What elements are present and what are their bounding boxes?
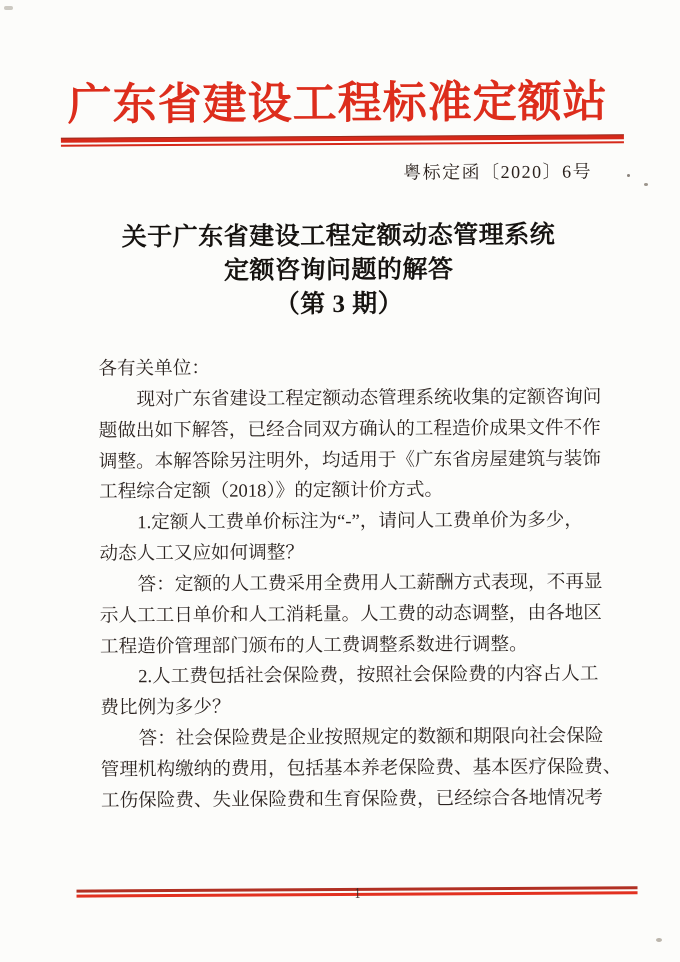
document-title — [0, 218, 679, 324]
body-line: 工程造价管理部门颁布的人工费调整系数进行调整。 — [99, 633, 528, 658]
body-line: 工程综合定额（2018）》的定额计价方式。 — [99, 479, 444, 503]
body-line: 工伤保险费、失业保险费和生育保险费，已经综合各地情况考 — [100, 787, 604, 812]
body-line: 答：定额的人工费采用全费用人工薪酬方式表现，不再显 — [137, 571, 603, 596]
body-line: 管理机构缴纳的费用，包括基本养老保险费、基本医疗保险费、 — [100, 756, 622, 781]
document-number: 粤标定函〔2020〕6号 — [403, 161, 593, 183]
body-line: 2.人工费包括社会保险费，按照社会保险费的内容占人工 — [138, 663, 599, 688]
body-line: 现对广东省建设工程定额动态管理系统收集的定额咨询问 — [136, 386, 602, 411]
document-title-line-1: 关于广东省建设工程定额动态管理系统 — [121, 221, 556, 252]
body-line: 题做出如下解答，已经合同双方确认的工程造价成果文件不作 — [98, 417, 601, 442]
document-title-line-2: 定额咨询问题的解答 — [223, 256, 454, 285]
body-line: 答：社会保险费是企业按照规定的数额和期限向社会保险 — [138, 725, 604, 750]
document-title-line-3: （第 3 期） — [274, 290, 404, 319]
body-line: 调整。本解答除另注明外，均适用于《广东省房屋建筑与装饰 — [98, 447, 601, 473]
letterhead-org-name: 广东省建设工程标准定额站 — [67, 77, 608, 130]
letterhead-rule — [61, 134, 624, 146]
body-line: 各有关单位： — [98, 357, 210, 380]
body-line: 费比例为多少？ — [100, 696, 231, 719]
body-line: 1.定额人工费单价标注为“-”，请问人工费单价为多少， — [137, 509, 584, 534]
body-line: 示人工工日单价和人工消耗量。人工费的动态调整，由各地区 — [99, 602, 602, 627]
body-line: 动态人工又应如何调整？ — [99, 542, 305, 565]
page-number: 1 — [354, 885, 361, 902]
document-body — [98, 351, 622, 817]
